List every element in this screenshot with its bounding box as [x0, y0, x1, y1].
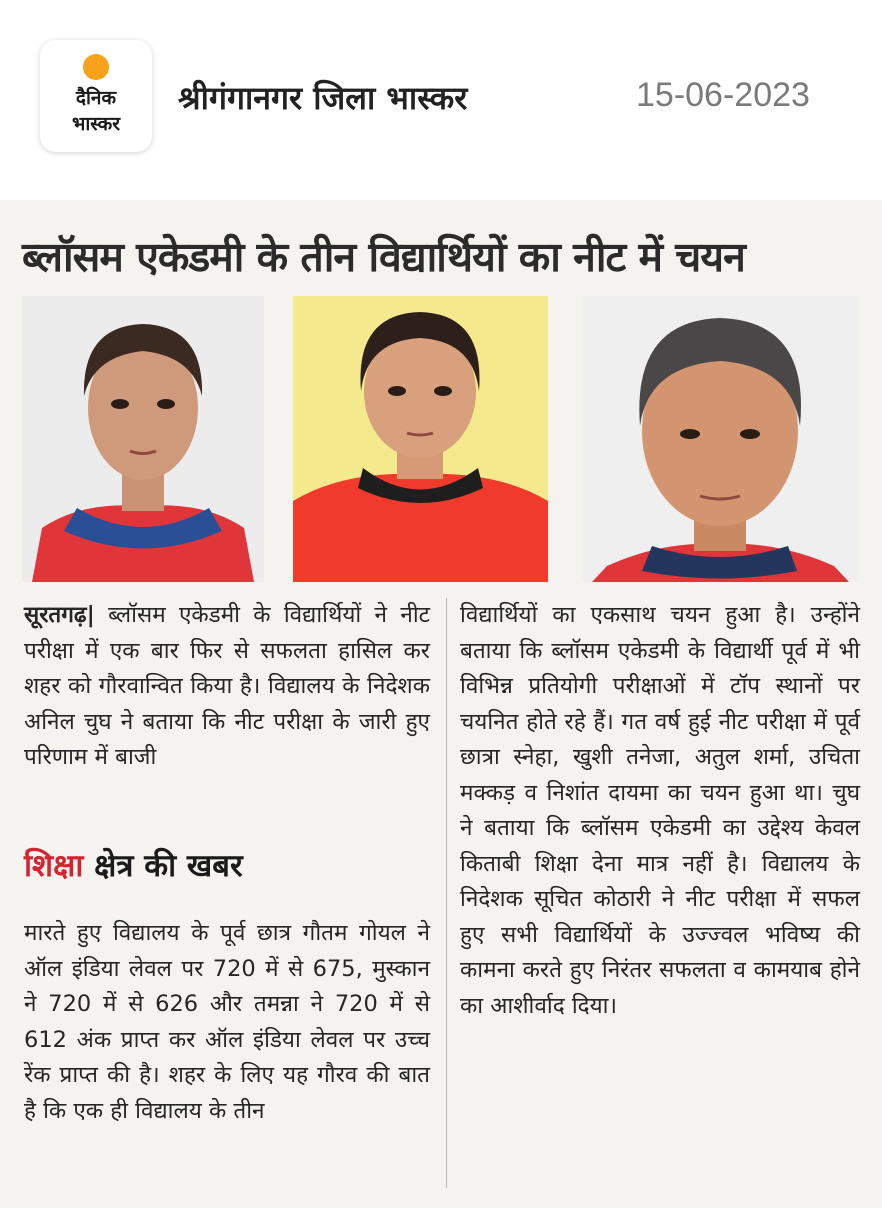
- newspaper-clipping[interactable]: [0, 200, 882, 1208]
- edition-title: श्रीगंगानगर जिला भास्कर: [178, 79, 468, 117]
- student-photo-3: [582, 296, 859, 582]
- student-photo-1: [22, 296, 264, 582]
- logo-text-line2: भास्कर: [71, 113, 121, 135]
- edition-date: 15-06-2023: [636, 76, 810, 114]
- logo-text-line1: दैनिक: [75, 87, 117, 109]
- article-column-1-top: [24, 598, 430, 776]
- dateline: सूरतगढ़|: [24, 602, 95, 628]
- app-header: [0, 0, 882, 200]
- dainik-bhaskar-logo[interactable]: [40, 40, 152, 152]
- article-column-2: विद्यार्थियों का एकसाथ चयन हुआ है। उन्होंने बताया कि ब्लॉसम एकेडमी के विद्यार्थी पूर्व में भी विभिन्न प्रतियोगी परीक्षाओं में टॉप स्थानों पर चयनित होते रहे हैं। गत वर्ष हुई नीट परीक्षा में पूर्व छात्रा स्नेहा, खुशी तनेजा, अतुल शर्मा, उचिता मक्कड़ व निशांत दायमा का चयन हुआ था। चुघ ने बताया कि ब्लॉसम एकेडमी का उद्देश्य केवल किताबी शिक्षा देना मात्र नहीं है। विद्यालय के निदेशक सूचित कोठारी ने नीट परीक्षा में सफल हुए सभी विद्यार्थियों के उज्ज्वल भविष्य की कामना करते हुए निरंतर सफलता व कामयाब होने का आशीर्वाद दिया।: [460, 602, 860, 1019]
- sun-icon: [83, 54, 109, 80]
- section-heading: [24, 844, 430, 894]
- section-word-shiksha: शिक्षा: [24, 848, 84, 884]
- student-photo-2: [293, 296, 548, 582]
- article-headline: ब्लॉसम एकेडमी के तीन विद्यार्थियों का नीट में चयन: [22, 233, 745, 281]
- article-column-1-bottom: मारते हुए विद्यालय के पूर्व छात्र गौतम गोयल ने ऑल इंडिया लेवल पर 720 में से 675, मुस्कान ने 720 में से 626 और तमन्ना ने 720 में से 612 अंक प्राप्त कर ऑल इंडिया लेवल पर उच्च रेंक प्राप्त की है। शहर के लिए यह गौरव की बात है कि एक ही विद्यालय के तीन: [24, 920, 430, 1124]
- section-word-kshetra: क्षेत्र की खबर: [94, 848, 243, 884]
- article-text-1: ब्लॉसम एकेडमी के विद्यार्थियों ने नीट परीक्षा में एक बार फिर से सफलता हासिल कर शहर को गौरवान्वित किया है। विद्यालय के निदेशक अनिल चुघ ने बताया कि नीट परीक्षा के जारी हुए परिणाम में बाजी: [24, 602, 430, 770]
- column-divider: [446, 598, 447, 1188]
